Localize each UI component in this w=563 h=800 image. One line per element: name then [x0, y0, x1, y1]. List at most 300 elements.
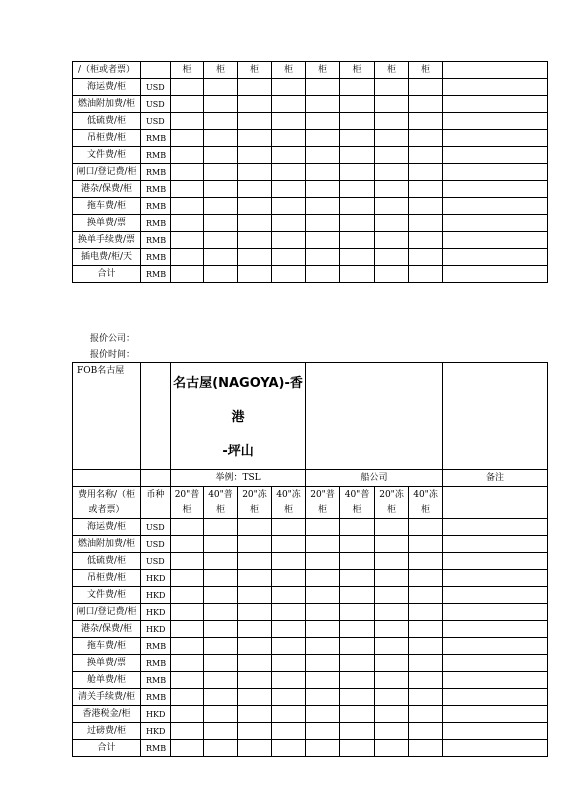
- price-cell: [272, 130, 306, 147]
- currency: RMB: [141, 164, 171, 181]
- price-cell: [340, 638, 375, 655]
- remarks-cell: [443, 79, 548, 96]
- price-cell: [238, 249, 272, 266]
- price-cell: [204, 655, 238, 672]
- price-cell: [409, 570, 443, 587]
- price-cell: [238, 553, 272, 570]
- price-cell: [375, 96, 409, 113]
- table-row: [73, 689, 548, 706]
- currency-header: 币种: [141, 487, 171, 519]
- price-cell: [340, 689, 375, 706]
- container-type-header: 40"冻柜: [409, 487, 443, 519]
- currency-header: [141, 62, 171, 79]
- container-type-header: 20"冻柜: [238, 487, 272, 519]
- price-cell: [238, 164, 272, 181]
- fee-name: 低硫费/柜: [73, 553, 141, 570]
- table-row: [73, 604, 548, 621]
- price-cell: [340, 198, 375, 215]
- container-type-header: 20"普柜: [171, 487, 204, 519]
- price-cell: [409, 638, 443, 655]
- currency: RMB: [141, 689, 171, 706]
- table-row: [73, 723, 548, 740]
- fee-name: 文件费/柜: [73, 147, 141, 164]
- fob-origin: FOB名古屋: [73, 363, 141, 470]
- price-cell: [171, 655, 204, 672]
- price-cell: [238, 198, 272, 215]
- price-cell: [238, 113, 272, 130]
- price-cell: [340, 655, 375, 672]
- price-cell: [204, 689, 238, 706]
- price-cell: [306, 215, 340, 232]
- fee-name: 燃油附加费/柜: [73, 536, 141, 553]
- price-cell: [272, 621, 306, 638]
- table-row: [73, 519, 548, 536]
- price-cell: [204, 232, 238, 249]
- fee-name: 闸口/登记费/柜: [73, 164, 141, 181]
- price-cell: [340, 130, 375, 147]
- price-cell: [375, 113, 409, 130]
- price-cell: [204, 553, 238, 570]
- carrier-row: [73, 470, 548, 487]
- price-cell: [204, 79, 238, 96]
- remarks-cell: [443, 62, 548, 79]
- price-cell: [409, 587, 443, 604]
- price-cell: [171, 621, 204, 638]
- price-cell: [272, 113, 306, 130]
- price-cell: [204, 587, 238, 604]
- price-cell: [171, 96, 204, 113]
- price-cell: [272, 519, 306, 536]
- price-cell: [340, 553, 375, 570]
- price-cell: [409, 198, 443, 215]
- table-row: [73, 638, 548, 655]
- currency: HKD: [141, 587, 171, 604]
- table-row: [73, 215, 548, 232]
- price-cell: [238, 266, 272, 283]
- currency: HKD: [141, 621, 171, 638]
- price-cell: [409, 215, 443, 232]
- price-cell: [306, 198, 340, 215]
- price-cell: [340, 79, 375, 96]
- price-cell: [204, 723, 238, 740]
- price-cell: [238, 147, 272, 164]
- price-cell: [409, 79, 443, 96]
- price-cell: [238, 723, 272, 740]
- remarks-cell: [443, 96, 548, 113]
- fee-name: 港杂/保费/柜: [73, 181, 141, 198]
- price-cell: [204, 215, 238, 232]
- remarks-cell: [443, 570, 548, 587]
- table-row: [73, 706, 548, 723]
- container-type-header: 20"冻柜: [375, 487, 409, 519]
- price-cell: [238, 570, 272, 587]
- price-cell: [306, 740, 340, 757]
- fee-name-header: /（柜或者票）: [73, 62, 141, 79]
- price-cell: [171, 113, 204, 130]
- fee-name: 闸口/登记费/柜: [73, 604, 141, 621]
- price-cell: [306, 130, 340, 147]
- price-cell: [340, 113, 375, 130]
- price-cell: [204, 672, 238, 689]
- route-line-1: 名古屋(NAGOYA)-香港: [173, 376, 303, 425]
- remarks-header: 备注: [443, 470, 548, 487]
- price-cell: [306, 147, 340, 164]
- price-cell: [409, 723, 443, 740]
- currency: USD: [141, 113, 171, 130]
- price-cell: [375, 249, 409, 266]
- currency: RMB: [141, 266, 171, 283]
- price-cell: [238, 519, 272, 536]
- price-cell: [375, 519, 409, 536]
- price-cell: [306, 181, 340, 198]
- fee-name-header: 费用名称/（柜或者票）: [73, 487, 141, 519]
- price-cell: [171, 249, 204, 266]
- currency: HKD: [141, 706, 171, 723]
- price-cell: [340, 723, 375, 740]
- fee-name: 香港税金/柜: [73, 706, 141, 723]
- price-cell: [340, 672, 375, 689]
- price-cell: [238, 689, 272, 706]
- price-cell: [272, 164, 306, 181]
- remarks-cell: [443, 553, 548, 570]
- fee-name: 插电费/柜/天: [73, 249, 141, 266]
- fee-name: 清关手续费/柜: [73, 689, 141, 706]
- price-cell: [340, 249, 375, 266]
- example-carrier: 举例：TSL: [171, 470, 306, 487]
- container-type-header: 40"普柜: [204, 487, 238, 519]
- price-cell: [272, 536, 306, 553]
- price-cell: [204, 96, 238, 113]
- table-row: [73, 249, 548, 266]
- price-cell: [238, 232, 272, 249]
- table-row: [73, 147, 548, 164]
- price-cell: [409, 266, 443, 283]
- price-cell: [375, 198, 409, 215]
- price-cell: [272, 570, 306, 587]
- price-cell: [375, 689, 409, 706]
- fee-name: 合计: [73, 266, 141, 283]
- price-cell: [375, 147, 409, 164]
- table-row: [73, 130, 548, 147]
- price-cell: [340, 147, 375, 164]
- price-cell: [204, 198, 238, 215]
- cabinet-header: 柜: [409, 62, 443, 79]
- price-cell: [272, 198, 306, 215]
- currency: RMB: [141, 655, 171, 672]
- price-cell: [171, 553, 204, 570]
- cabinet-header: 柜: [272, 62, 306, 79]
- cabinet-header: 柜: [340, 62, 375, 79]
- price-cell: [238, 215, 272, 232]
- price-cell: [306, 638, 340, 655]
- price-cell: [204, 638, 238, 655]
- remarks-cell: [443, 147, 548, 164]
- price-cell: [204, 113, 238, 130]
- price-cell: [409, 181, 443, 198]
- price-cell: [171, 740, 204, 757]
- fee-name: 海运费/柜: [73, 79, 141, 96]
- price-cell: [171, 164, 204, 181]
- table-row: [73, 181, 548, 198]
- price-cell: [204, 621, 238, 638]
- price-cell: [204, 740, 238, 757]
- price-cell: [409, 96, 443, 113]
- table-row: [73, 266, 548, 283]
- price-cell: [238, 706, 272, 723]
- price-cell: [171, 266, 204, 283]
- remarks-cell: [443, 740, 548, 757]
- remarks-cell: [443, 164, 548, 181]
- price-cell: [340, 587, 375, 604]
- fee-name: 海运费/柜: [73, 519, 141, 536]
- currency: HKD: [141, 723, 171, 740]
- price-cell: [375, 130, 409, 147]
- route-title: [171, 363, 306, 470]
- remarks-cell: [443, 689, 548, 706]
- fee-name: 低硫费/柜: [73, 113, 141, 130]
- remarks-cell: [443, 215, 548, 232]
- remarks-cell: [443, 130, 548, 147]
- table-header-row: [73, 62, 548, 79]
- fee-name: 港杂/保费/柜: [73, 621, 141, 638]
- currency: RMB: [141, 147, 171, 164]
- price-cell: [306, 113, 340, 130]
- remarks-cell: [443, 113, 548, 130]
- price-cell: [306, 249, 340, 266]
- price-cell: [204, 536, 238, 553]
- price-cell: [409, 519, 443, 536]
- price-cell: [306, 553, 340, 570]
- price-cell: [238, 587, 272, 604]
- cabinet-header: 柜: [204, 62, 238, 79]
- price-cell: [204, 570, 238, 587]
- price-cell: [171, 79, 204, 96]
- price-cell: [375, 740, 409, 757]
- container-type-header: 40"普柜: [340, 487, 375, 519]
- table-row: [73, 79, 548, 96]
- blank-cell: [141, 470, 171, 487]
- quote-time-label: 报价时间：: [90, 350, 136, 360]
- currency: RMB: [141, 249, 171, 266]
- fee-name: 换单费/票: [73, 655, 141, 672]
- price-cell: [409, 553, 443, 570]
- price-cell: [375, 232, 409, 249]
- price-cell: [238, 130, 272, 147]
- price-cell: [340, 96, 375, 113]
- price-cell: [375, 706, 409, 723]
- price-cell: [409, 621, 443, 638]
- currency: RMB: [141, 130, 171, 147]
- price-cell: [409, 249, 443, 266]
- quote-company-label: 报价公司：: [90, 334, 136, 344]
- price-cell: [171, 232, 204, 249]
- container-type-header: 40"冻柜: [272, 487, 306, 519]
- currency: RMB: [141, 740, 171, 757]
- price-cell: [306, 706, 340, 723]
- cabinet-header: 柜: [171, 62, 204, 79]
- price-cell: [306, 519, 340, 536]
- price-cell: [171, 689, 204, 706]
- price-cell: [409, 164, 443, 181]
- price-cell: [340, 232, 375, 249]
- price-cell: [204, 604, 238, 621]
- price-cell: [238, 604, 272, 621]
- remarks-cell: [443, 604, 548, 621]
- price-cell: [340, 181, 375, 198]
- price-cell: [171, 519, 204, 536]
- route-line-2: -坪山: [222, 444, 254, 459]
- price-cell: [171, 672, 204, 689]
- price-cell: [272, 672, 306, 689]
- price-cell: [375, 655, 409, 672]
- price-cell: [375, 536, 409, 553]
- table-row: [73, 113, 548, 130]
- table-row: [73, 655, 548, 672]
- price-cell: [238, 740, 272, 757]
- remarks-cell: [443, 621, 548, 638]
- price-cell: [171, 536, 204, 553]
- price-cell: [409, 130, 443, 147]
- price-cell: [306, 655, 340, 672]
- price-cell: [409, 740, 443, 757]
- price-cell: [375, 621, 409, 638]
- price-cell: [409, 536, 443, 553]
- price-cell: [238, 96, 272, 113]
- price-cell: [340, 215, 375, 232]
- fee-name: 换单手续费/票: [73, 232, 141, 249]
- price-cell: [272, 79, 306, 96]
- price-cell: [375, 723, 409, 740]
- currency: USD: [141, 519, 171, 536]
- price-cell: [171, 723, 204, 740]
- fee-name: 文件费/柜: [73, 587, 141, 604]
- container-type-header: 20"普柜: [306, 487, 340, 519]
- fee-name: 合计: [73, 740, 141, 757]
- price-cell: [306, 621, 340, 638]
- fee-name: 吊柜费/柜: [73, 570, 141, 587]
- price-cell: [306, 570, 340, 587]
- remarks-cell: [443, 655, 548, 672]
- price-cell: [340, 536, 375, 553]
- price-cell: [340, 519, 375, 536]
- price-cell: [306, 587, 340, 604]
- column-header-row: [73, 487, 548, 519]
- price-cell: [306, 604, 340, 621]
- price-cell: [272, 232, 306, 249]
- price-cell: [375, 553, 409, 570]
- price-cell: [306, 672, 340, 689]
- currency: USD: [141, 553, 171, 570]
- price-cell: [171, 147, 204, 164]
- price-cell: [375, 266, 409, 283]
- table-row: [73, 536, 548, 553]
- price-cell: [204, 147, 238, 164]
- cabinet-header: 柜: [238, 62, 272, 79]
- table-row: [73, 96, 548, 113]
- price-cell: [340, 164, 375, 181]
- price-cell: [204, 130, 238, 147]
- price-cell: [272, 638, 306, 655]
- price-cell: [204, 266, 238, 283]
- fee-name: 拖车费/柜: [73, 198, 141, 215]
- price-cell: [340, 740, 375, 757]
- currency: RMB: [141, 215, 171, 232]
- price-cell: [272, 147, 306, 164]
- remarks-cell: [443, 487, 548, 519]
- price-cell: [375, 672, 409, 689]
- table-row: [73, 621, 548, 638]
- price-cell: [306, 536, 340, 553]
- fee-table-1: [72, 61, 548, 283]
- currency: HKD: [141, 604, 171, 621]
- blank-cell: [141, 363, 171, 470]
- price-cell: [238, 79, 272, 96]
- price-cell: [375, 164, 409, 181]
- price-cell: [272, 723, 306, 740]
- price-cell: [272, 587, 306, 604]
- currency: RMB: [141, 638, 171, 655]
- price-cell: [306, 266, 340, 283]
- price-cell: [204, 164, 238, 181]
- price-cell: [375, 181, 409, 198]
- remarks-cell: [443, 638, 548, 655]
- price-cell: [306, 96, 340, 113]
- price-cell: [204, 181, 238, 198]
- price-cell: [171, 706, 204, 723]
- price-cell: [409, 689, 443, 706]
- remarks-cell: [443, 232, 548, 249]
- price-cell: [272, 655, 306, 672]
- currency: USD: [141, 96, 171, 113]
- price-cell: [375, 638, 409, 655]
- fee-name: 过磅费/柜: [73, 723, 141, 740]
- price-cell: [171, 587, 204, 604]
- price-cell: [272, 706, 306, 723]
- cabinet-header: 柜: [306, 62, 340, 79]
- cabinet-header: 柜: [375, 62, 409, 79]
- table-row: [73, 232, 548, 249]
- table-row: [73, 570, 548, 587]
- table-row: [73, 553, 548, 570]
- price-cell: [238, 672, 272, 689]
- price-cell: [340, 706, 375, 723]
- currency: USD: [141, 79, 171, 96]
- price-cell: [409, 672, 443, 689]
- price-cell: [409, 113, 443, 130]
- price-cell: [306, 232, 340, 249]
- table-row: [73, 672, 548, 689]
- price-cell: [171, 604, 204, 621]
- remarks-cell: [443, 249, 548, 266]
- remarks-cell: [443, 181, 548, 198]
- currency: RMB: [141, 672, 171, 689]
- price-cell: [171, 130, 204, 147]
- price-cell: [306, 723, 340, 740]
- remarks-cell: [443, 723, 548, 740]
- price-cell: [340, 621, 375, 638]
- price-cell: [204, 706, 238, 723]
- currency: RMB: [141, 181, 171, 198]
- route-title-row: [73, 363, 548, 470]
- price-cell: [375, 215, 409, 232]
- price-cell: [272, 604, 306, 621]
- carrier-label: 船公司: [306, 470, 443, 487]
- price-cell: [171, 215, 204, 232]
- price-cell: [340, 266, 375, 283]
- price-cell: [375, 79, 409, 96]
- price-cell: [340, 604, 375, 621]
- price-cell: [272, 249, 306, 266]
